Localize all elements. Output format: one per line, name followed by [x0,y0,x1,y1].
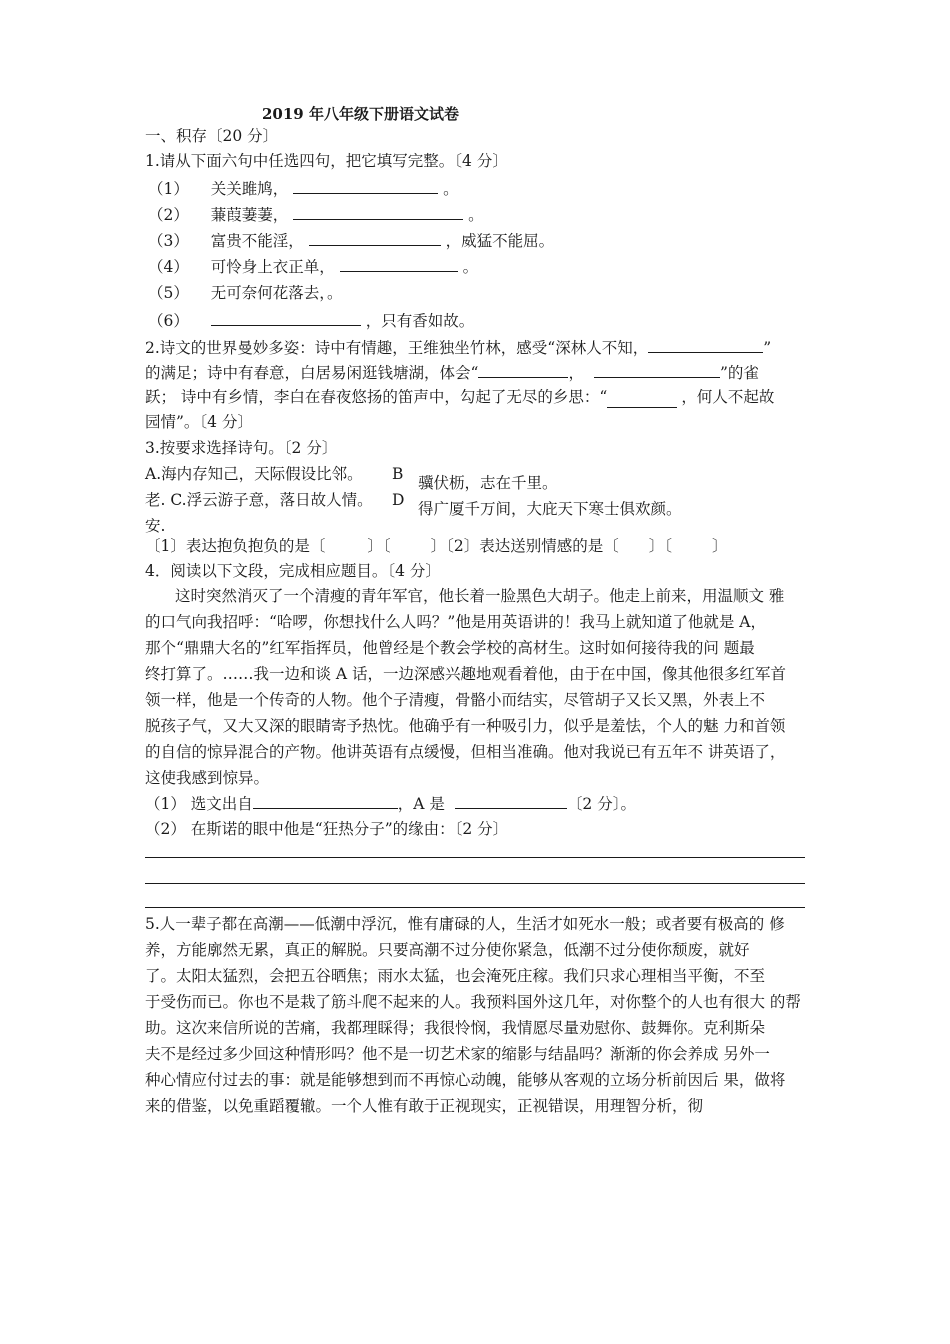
q3-option-c: 老. C.浮云游子意，落日故人情。 [145,491,373,509]
answer-blank[interactable] [293,178,438,194]
q4-sub1-text: （1） 选文出自 [145,795,253,813]
q3-option-b: 骥伏枥，志在千里。 [418,474,558,492]
q5-para-line: 于受伤而已。你也不是栽了筋斗爬不起来的人。我预料国外这几年，对你整个的人也有很大 的帮 [145,993,801,1011]
q2-text: 跃； 诗中有乡情，李白在春夜悠扬的笛声中，勾起了无尽的乡思：“ [145,388,608,406]
section-heading: 一、积存〔20 分〕 [145,127,279,145]
answer-line[interactable] [145,857,805,858]
q4-para-line: 终打算了。……我一边和谈 A 话，一边深感兴趣地观看着他，由于在中国，像其他很多红军首 [145,665,787,683]
q1-item-4 [148,256,478,277]
item-number: （1） [148,180,189,198]
answer-blank[interactable] [455,793,567,809]
answer-blank[interactable] [648,337,763,353]
q2-text: ，何人不起故 [681,388,775,406]
item-text: 可怜身上衣正单， [210,258,335,276]
q4-para-line: 这时突然消灭了一个清瘦的青年军官，他长着一脸黑色大胡子。他走上前来，用温顺文 雅 [175,587,785,605]
item-number: （6） [148,312,189,330]
q4-sub2: （2） 在斯诺的眼中他是“狂热分子”的缘由：〔2 分〕 [145,820,509,838]
q3-option-d: 得广厦千万间，大庇天下寒士俱欢颜。 [418,500,682,518]
answer-blank[interactable] [293,204,463,220]
q4-para-line: 这使我感到惊异。 [145,769,270,787]
q3-sep: 〕 [430,537,447,555]
q3-sep: 〕 [712,537,728,555]
q4-para-line: 的口气向我招呼：“哈啰，你想找什么人吗？”他是用英语讲的！我马上就知道了他就是 A， [145,613,766,631]
q2-text: 的满足；诗中有春意，白居易闲逛钱塘湖，体会“ [145,364,479,382]
q5-para-line: 养，方能廓然无累，真正的解脱。只要高潮不过分使你紧急，低潮不过分使你颓废，就好 [145,941,750,959]
item-number: （4） [148,258,189,276]
q1-item-3 [148,230,554,251]
q2-text: ”的雀 [719,364,759,382]
answer-blank[interactable] [340,256,458,272]
item-suffix: ，威猛不能屈。 [445,232,555,250]
q1-prompt: 1.请从下面六句中任选四句，把它填写完整。〔4 分〕 [145,152,508,170]
item-suffix: ，只有香如故。 [365,312,475,330]
q3-subquestions [145,536,728,556]
item-suffix: 。 [443,180,459,198]
q3-mark-b: B [392,465,404,483]
q2-text: 2.诗文的世界曼妙多姿：诗中有情趣，王维独坐竹林，感受“深林人不知， [145,339,649,357]
q5-para-line: 5.人一辈子都在高潮——低潮中浮沉，惟有庸碌的人，生活才如死水一般；或者要有极高的 修 [145,915,785,933]
q3-option-a: A.海内存知己，天际假设比邻。 [145,465,363,483]
q3-an: 安. [145,517,166,535]
q4-prompt: 4．阅读以下文段，完成相应题目。〔4 分〕 [145,562,441,580]
q4-sub1 [145,793,636,814]
q4-para-line: 那个“鼎鼎大名的”红军指挥员，他曾经是个教会学校的高材生。这时如何接待我的问 题最 [145,639,755,657]
q5-para-line: 来的借鉴，以免重蹈覆辙。一个人惟有敢于正视现实，正视错误，用理智分析，彻 [145,1097,704,1115]
q1-item-5 [148,283,343,303]
answer-blank[interactable] [211,310,361,326]
answer-line[interactable] [145,907,805,908]
item-suffix: 。 [462,258,479,276]
item-number: （3） [148,232,189,250]
q5-para-line: 种心情应付过去的事：就是能够想到而不再惊心动魄，能够从客观的立场分析前因后 果，做将 [145,1071,786,1089]
q5-para-line: 助。这次来信所说的苦痛，我都理睬得；我很怜悯，我情愿尽量劝慰你、鼓舞你。克利斯朵 [145,1019,766,1037]
q4-para-line: 脱孩子气，又大又深的眼睛寄予热忱。他确乎有一种吸引力，似乎是羞怯，个人的魅 力和首领 [145,717,786,735]
q2-line-3 [145,387,774,408]
q2-text: ” [763,339,772,357]
answer-blank[interactable] [253,793,398,809]
item-number: （2） [148,206,189,224]
exam-title: 2019 年八年级下册语文试卷 [262,105,459,123]
q4-para-line: 的自信的惊异混合的产物。他讲英语有点缓慢，但相当准确。他对我说已有五年不 讲英语了， [145,743,786,761]
q2-line-4: 园情”。〔4 分〕 [145,413,253,431]
q1-item-6 [148,310,474,331]
item-text: 关关雎鸠， [210,180,289,198]
q2-line-1 [145,337,771,358]
q3-sep: 〕〔 [648,537,673,555]
answer-line[interactable] [145,883,805,884]
q3-mark-d: D [392,491,405,509]
answer-blank[interactable] [478,362,568,378]
q5-para-line: 夫不是经过多少回这种情形吗？他不是一切艺术家的缩影与结晶吗？渐渐的你会养成 另外一 [145,1045,770,1063]
q3-sep: 〕〔 [367,537,391,555]
q4-sub1-text: ，A 是 [397,795,445,813]
answer-blank[interactable] [607,392,677,408]
item-number: （5） [148,284,189,302]
q4-para-line: 领一样，他是一个传奇的人物。他个子清瘦，骨骼小而结实，尽管胡子又长又黑，外表上不 [145,691,766,709]
q2-text: ， [568,364,584,382]
item-text: 蒹葭萋萋， [210,206,289,224]
answer-blank[interactable] [594,362,720,378]
q3-sub1: 〔1〕表达抱负抱负的是〔 [145,537,326,555]
q3-sub2: 〔2〕表达送别情感的是〔 [446,537,619,555]
item-suffix: 。 [468,206,484,224]
q5-para-line: 了。太阳太猛烈，会把五谷晒焦；雨水太猛，也会淹死庄稼。我们只求心理相当平衡，不至 [145,967,766,985]
q4-sub1-text: 〔2 分〕。 [566,795,636,813]
q3-prompt: 3.按要求选择诗句。〔2 分〕 [145,439,338,457]
answer-blank[interactable] [309,230,441,246]
q1-item-2 [148,204,484,225]
q2-line-2 [145,362,759,383]
item-text: 无可奈何花落去，。 [210,284,343,302]
q1-item-1 [148,178,459,199]
item-text: 富贵不能淫， [210,232,304,250]
